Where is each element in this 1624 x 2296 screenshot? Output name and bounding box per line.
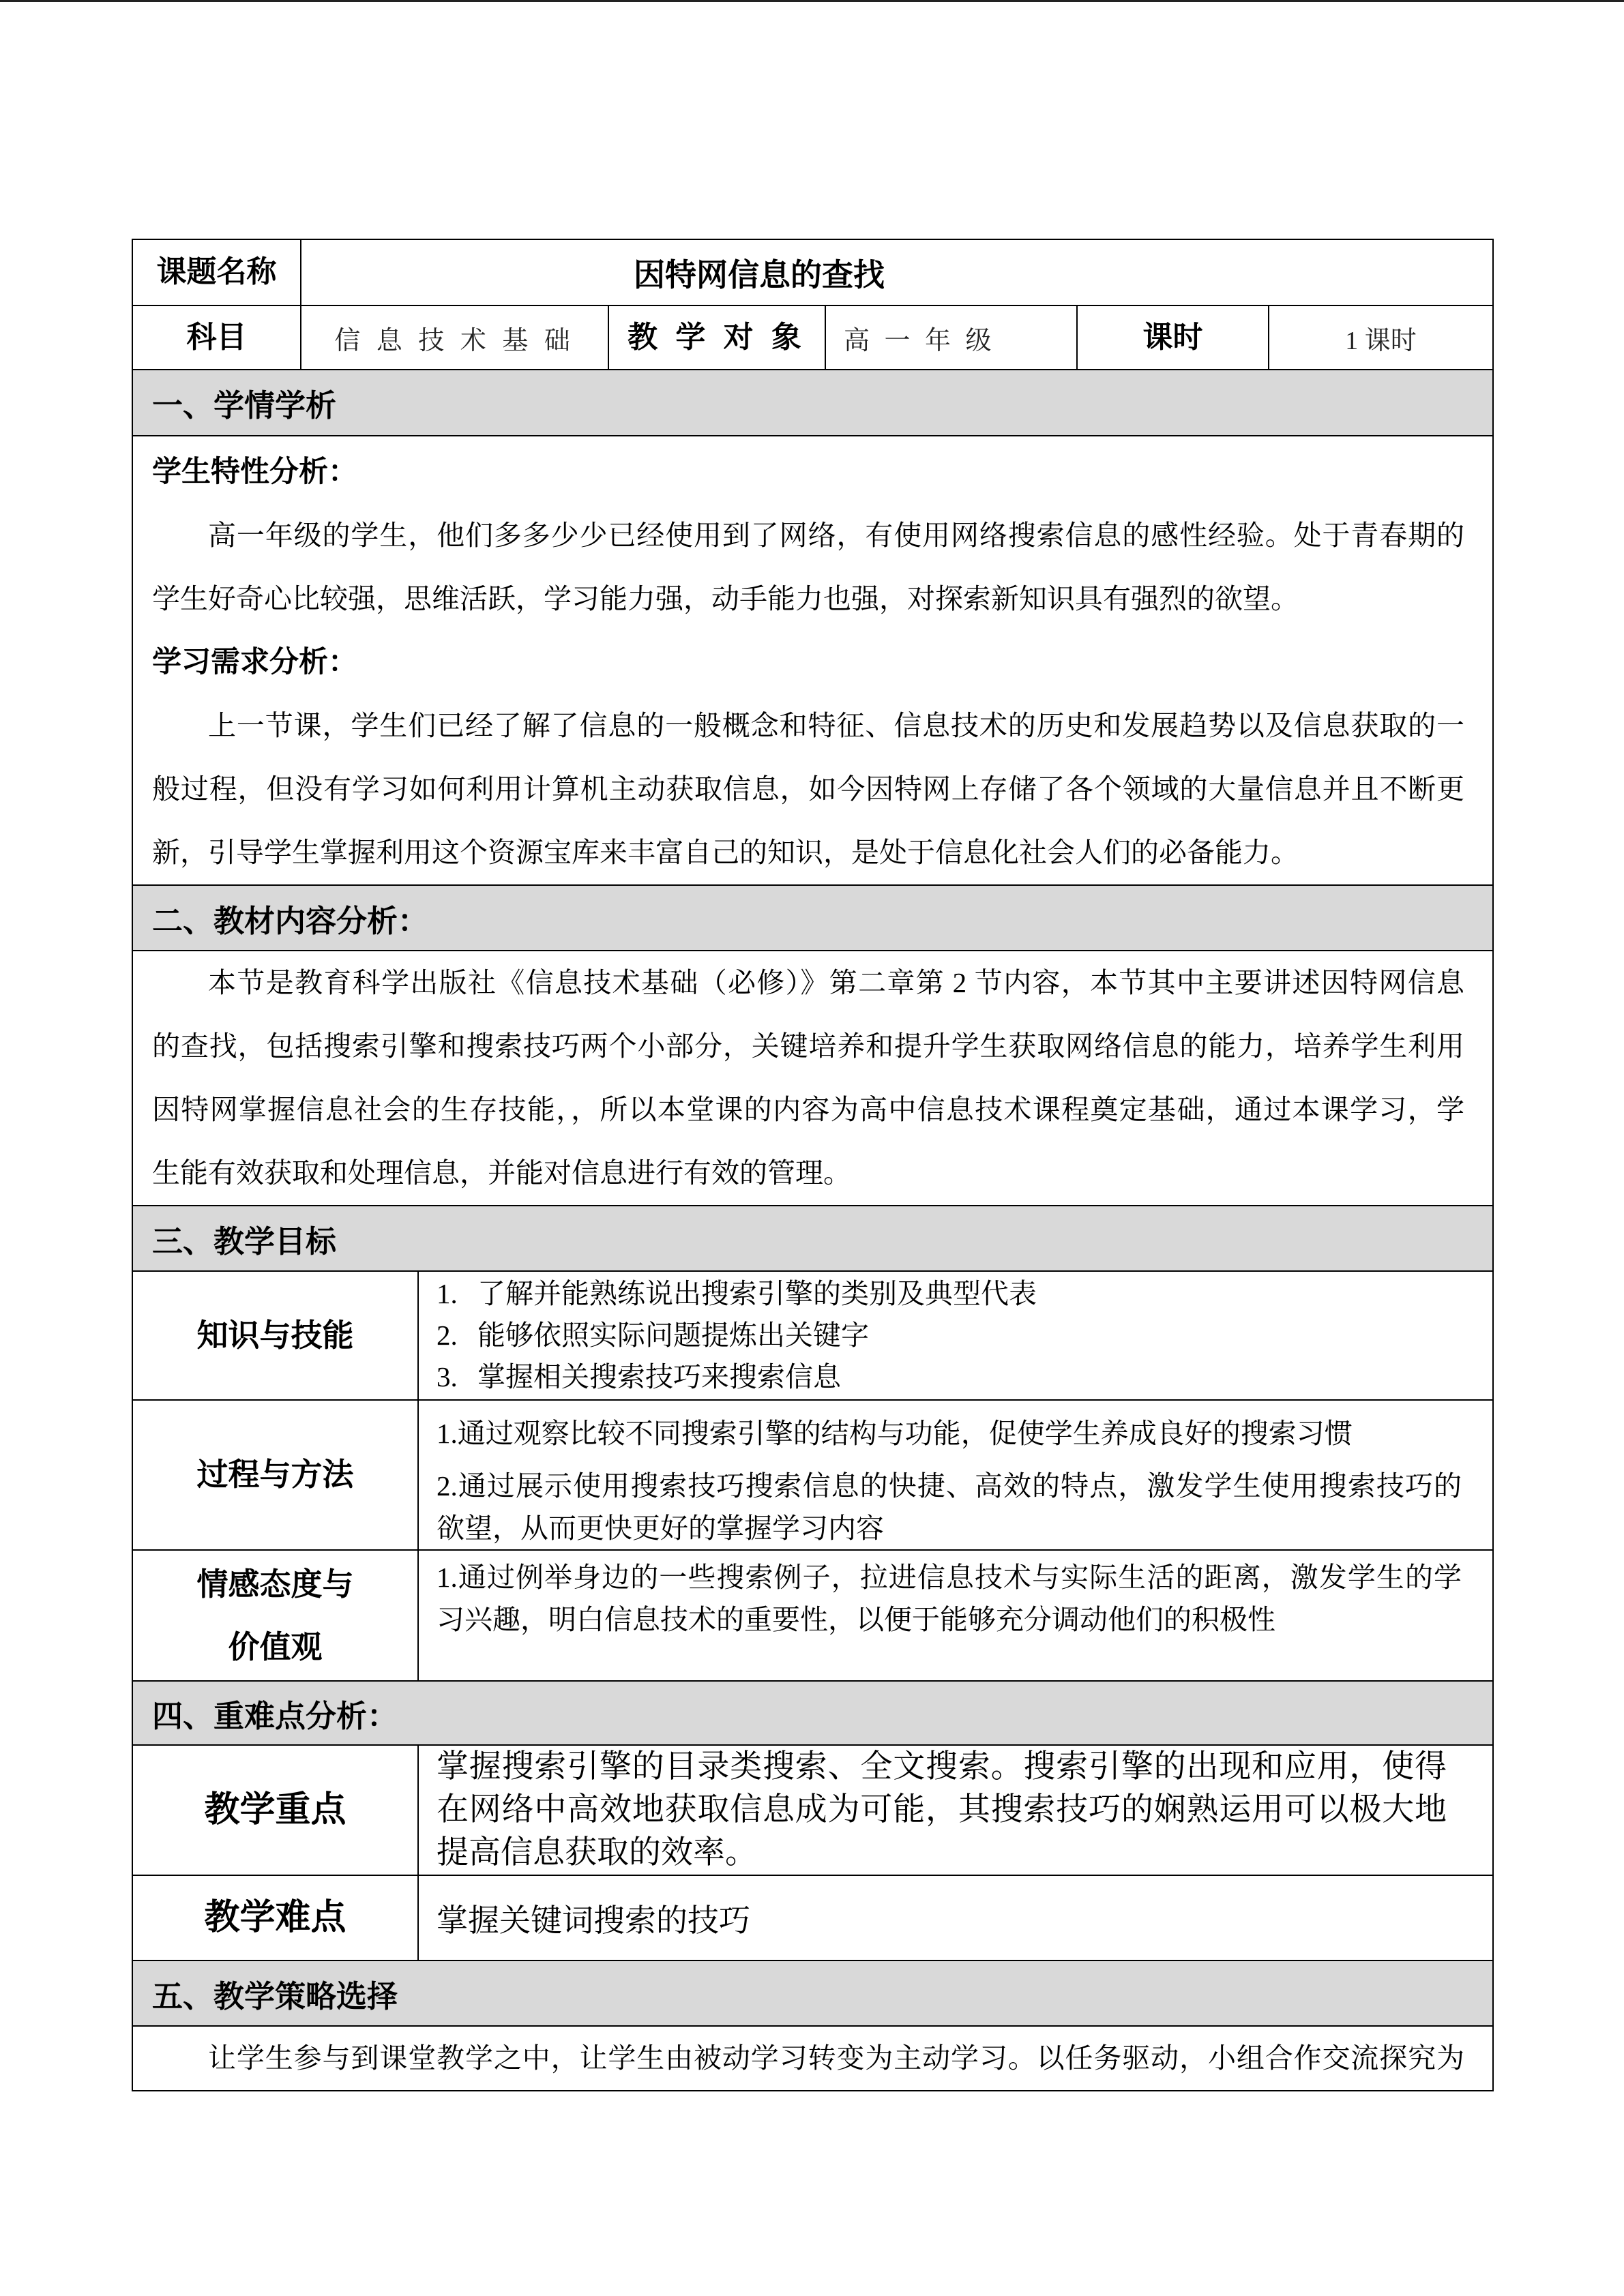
list-item (437, 1356, 1462, 1398)
goal-row (132, 1400, 1493, 1550)
list-text: 能够依照实际问题提炼出关键字 (477, 1320, 869, 1351)
paragraph-line: 掌握搜索引擎的目录类搜索、全文搜索。搜索引擎的出现和应用，使得 (437, 1749, 1447, 1785)
list-line: 2.通过展示使用搜索技巧搜索信息的快捷、高效的特点，激发学生使用搜索技巧的 (437, 1470, 1462, 1502)
list-line: 1.通过观察比较不同搜索引擎的结构与功能，促使学生养成良好的搜索习惯 (437, 1418, 1353, 1449)
info-row (132, 305, 1493, 370)
process-methods-label: 过程与方法 (132, 1400, 418, 1550)
goal-row (132, 1550, 1493, 1681)
paragraph-line: 上一节课，学生们已经了解了信息的一般概念和特征、信息技术的历史和发展趋势以及信息获取的一 (208, 710, 1465, 741)
attitude-values-content (418, 1550, 1493, 1681)
list-item (437, 1315, 1462, 1356)
key-point-content (418, 1745, 1493, 1875)
period-value: 1 课时 (1269, 305, 1493, 370)
paragraph-line: 的查找，包括搜索引擎和搜索技巧两个小部分，关键培养和提升学生获取网络信息的能力，培养学生利用 (152, 1030, 1465, 1062)
learner-analysis-content (132, 436, 1493, 885)
learning-needs-heading: 学习需求分析： (152, 646, 357, 679)
section-row (132, 370, 1493, 436)
list-item (437, 1465, 1462, 1549)
topic-label: 课题名称 (132, 239, 301, 305)
section-heading-key-difficult-points: 四、重难点分析： (132, 1681, 1493, 1745)
attitude-values-label (132, 1550, 418, 1681)
student-traits-heading: 学生特性分析： (152, 456, 357, 488)
list-line: 习兴趣，明白信息技术的重要性，以便于能够充分调动他们的积极性 (437, 1604, 1275, 1635)
list-number: 2. (437, 1320, 458, 1351)
knowledge-skills-label: 知识与技能 (132, 1271, 418, 1400)
paragraph-line: 生能有效获取和处理信息，并能对信息进行有效的管理。 (152, 1157, 851, 1189)
paragraph-line: 因特网掌握信息社会的生存技能，，所以本堂课的内容为高中信息技术课程奠定基础，通过本课学习，学 (152, 1094, 1465, 1125)
content-row (132, 436, 1493, 885)
label-line: 价值观 (228, 1629, 323, 1665)
paragraph-line: 新，引导学生掌握利用这个资源宝库来丰富自己的知识，是处于信息化社会人们的必备能力。 (152, 837, 1299, 868)
paragraph-line: 本节是教育科学出版社《信息技术基础（必修）》第二章第 2 节内容，本节其中主要讲述因特网信息 (208, 967, 1465, 998)
section-row (132, 885, 1493, 951)
audience-value: 高 一 年 级 (825, 305, 1077, 370)
section-row (132, 1681, 1493, 1745)
content-row (132, 951, 1493, 1206)
list-number: 1. (437, 1278, 458, 1309)
list-text: 掌握相关搜索技巧来搜索信息 (477, 1361, 841, 1392)
list-number: 3. (437, 1361, 458, 1392)
subject-value: 信 息 技 术 基 础 (301, 305, 608, 370)
paragraph-line: 高一年级的学生，他们多多少少已经使用到了网络，有使用网络搜索信息的感性经验。处于青春期的 (208, 520, 1465, 551)
lesson-plan-table (132, 239, 1494, 2091)
teaching-strategy-content (132, 2026, 1493, 2091)
paragraph-line: 在网络中高效地获取信息成为可能，其搜索技巧的娴熟运用可以极大地 (437, 1792, 1447, 1828)
section-heading-teaching-strategy: 五、教学策略选择 (132, 1960, 1493, 2026)
topic-row (132, 239, 1493, 305)
knowledge-skills-content (418, 1271, 1493, 1400)
audience-label: 教 学 对 象 (608, 305, 825, 370)
list-line: 1.通过例举身边的一些搜索例子，拉进信息技术与实际生活的距离，激发学生的学 (437, 1562, 1462, 1593)
period-label: 课时 (1077, 305, 1269, 370)
difficulty-row (132, 1875, 1493, 1960)
paragraph-line: 学生好奇心比较强，思维活跃，学习能力强，动手能力也强，对探索新知识具有强烈的欲望。 (152, 583, 1299, 614)
goal-row (132, 1271, 1493, 1400)
page-top-border (0, 0, 1624, 2)
content-row (132, 2026, 1493, 2091)
list-text: 了解并能熟练说出搜索引擎的类别及典型代表 (477, 1278, 1037, 1309)
process-methods-content (418, 1400, 1493, 1550)
section-heading-learner-analysis: 一、学情学析 (132, 370, 1493, 436)
list-item (437, 1412, 1462, 1455)
subject-label: 科目 (132, 305, 301, 370)
paragraph-line: 让学生参与到课堂教学之中，让学生由被动学习转变为主动学习。以任务驱动，小组合作交流探究为 (208, 2042, 1465, 2074)
key-point-row (132, 1745, 1493, 1875)
label-line: 情感态度与 (196, 1566, 354, 1602)
section-row (132, 1206, 1493, 1271)
paragraph-line: 掌握关键词搜索的技巧 (437, 1903, 750, 1938)
paragraph-line: 般过程，但没有学习如何利用计算机主动获取信息，如今因特网上存储了各个领域的大量信息并且不断更 (152, 773, 1465, 805)
material-analysis-content (132, 951, 1493, 1206)
section-row (132, 1960, 1493, 2026)
topic-title: 因特网信息的查找 (301, 239, 1493, 305)
paragraph-line: 提高信息获取的效率。 (437, 1835, 757, 1870)
list-line: 欲望，从而更快更好的掌握学习内容 (437, 1512, 884, 1544)
list-item (437, 1273, 1462, 1315)
section-heading-teaching-goals: 三、教学目标 (132, 1206, 1493, 1271)
key-point-label: 教学重点 (132, 1745, 418, 1875)
difficulty-content (418, 1875, 1493, 1960)
difficulty-label: 教学难点 (132, 1875, 418, 1960)
section-heading-material-analysis: 二、教材内容分析： (132, 885, 1493, 951)
